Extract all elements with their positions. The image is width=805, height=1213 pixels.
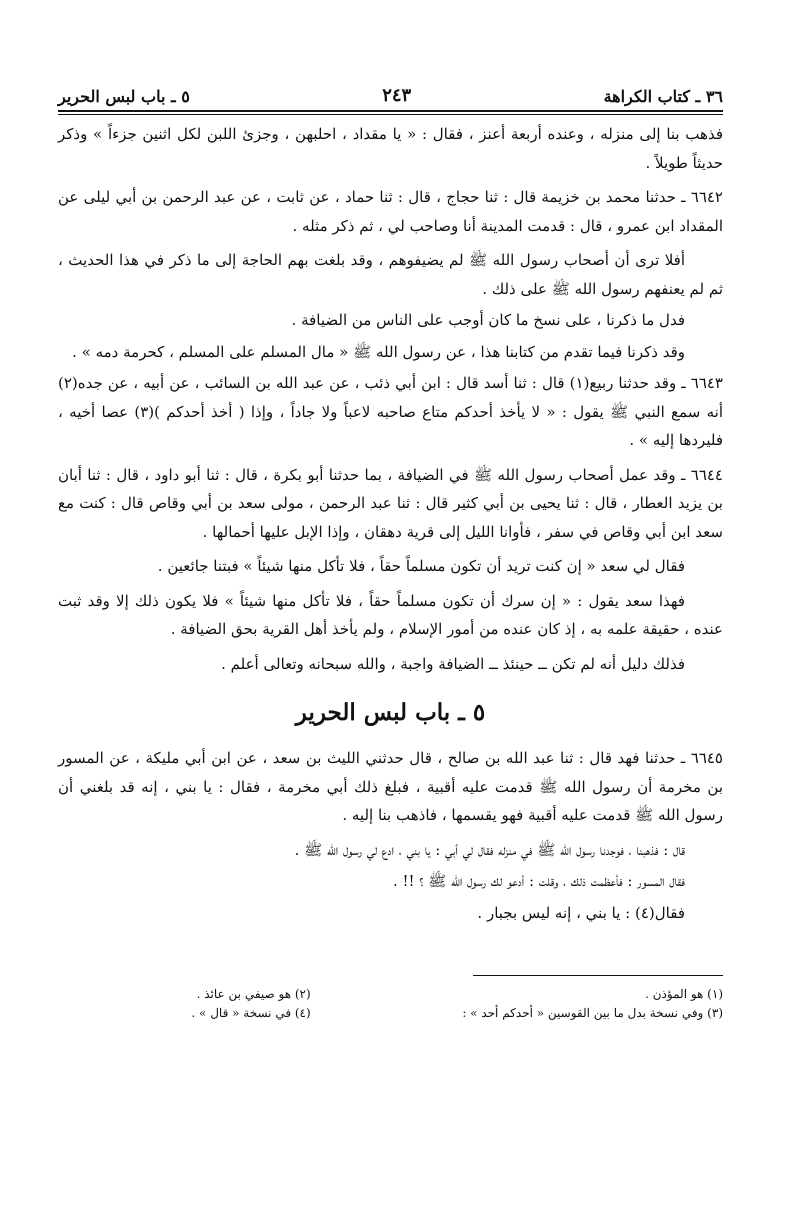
footnote-3: (٣) وفي نسخة بدل ما بين القوسين « أحدكم أحد » : [462, 1006, 723, 1020]
paragraph: فقال لي سعد « إن كنت تريد أن تكون مسلماً حقاً ، فلا تأكل منها شيئاً » فبتنا جائعين . [157, 557, 685, 575]
header-rule [58, 110, 723, 115]
hadith-6643: ٦٦٤٣ ـ وقد حدثنا ربيع(١) قال : ثنا أسد قال : ابن أبي ذئب ، عن عبد الله بن السائب ، عن أبيه ، عن جده(٢) أنه سمع النبي ﷺ يقول : « لا يأخذ أحدكم متاع صاحبه لاعباً ولا جاداً ، وإذا ( أخذ أحدكم )(٣) عصا أخيه ، فليردها إليه » . [58, 374, 723, 449]
footnote-4: (٤) في نسخة « قال » . [191, 1006, 311, 1020]
paragraph: فذلك دليل أنه لم تكن ــ حينئذ ــ الضيافة واجبة ، والله سبحانه وتعالى أعلم . [221, 654, 685, 673]
page-number: ٢٤٣ [382, 85, 412, 106]
paragraph: فذهب بنا إلى منزله ، وعنده أربعة أعنز ، فقال : « يا مقداد ، احلبهن ، وجزئ اللبن لكل اثنين جزءاً » وذكر حديثاً طويلاً . [58, 125, 723, 172]
hadith-6644: ٦٦٤٤ ـ وقد عمل أصحاب رسول الله ﷺ في الضيافة ، بما حدثنا أبو بكرة ، قال : ثنا أبو داود ، قال : ثنا أبان بن يزيد العطار ، قال : ثنا يحيى بن أبي كثير قال : ثنا عبد الرحمن ، مولى سعد بن أبي وقاص قال : كنت مع سعد ابن أبي وقاص في سفر ، فأوانا الليل إلى قرية دهقان ، وإذا الإبل عليها أحمالها . [58, 465, 723, 541]
hadith-6642: ٦٦٤٢ ـ حدثنا محمد بن خزيمة قال : ثنا حجاج ، قال : ثنا حماد ، عن ثابت ، عن عبد الرحمن بن أبي ليلى عن المقداد ابن عمرو ، قال : قدمت المدينة أنا وصاحب لي ، ثم ذكر مثله . [58, 188, 723, 235]
paragraph: قال : فذهبنا ، فوجدنا رسول الله ﷺ في منزله فقال لي أبي : يا بني ، ادع لي رسول الله ﷺ . [294, 840, 685, 859]
paragraph: فهذا سعد يقول : « إن سرك أن تكون مسلماً حقاً ، فلا تأكل منها شيئاً » فلا يكون ذلك إلا وقد ثبت عنده ، حقيقة علمه به ، إذ كان عنده من أمور الإسلام ، ولم يأخذ أهل القرية بحق الضيافة . [58, 591, 723, 638]
footnote-rule [473, 975, 723, 976]
header-section: ٥ ـ باب لبس الحرير [58, 87, 190, 106]
footnote-2: (٢) هو صيفي بن عائذ . [196, 987, 311, 1001]
paragraph: فقال المسور : فأعظمت ذلك ، وقلت : أدعو لك رسول الله ﷺ ؟ !! . [392, 872, 685, 890]
section-title: ٥ ـ باب لبس الحرير [295, 699, 486, 726]
footnote-1: (١) هو المؤذن . [645, 987, 723, 1001]
header-chapter: ٣٦ ـ كتاب الكراهة [603, 87, 723, 106]
paragraph: أفلا ترى أن أصحاب رسول الله ﷺ لم يضيفوهم ، وقد بلغت بهم الحاجة إلى ما ذكر في هذا الحديث ، ثم لم يعنفهم رسول الله ﷺ على ذلك . [58, 251, 723, 298]
hadith-6645: ٦٦٤٥ ـ حدثنا فهد قال : ثنا عبد الله بن صالح ، قال حدثني الليث بن سعد ، عن ابن أبي مليكة ، عن المسور بن مخرمة أن رسول الله ﷺ قدمت عليه أقبية ، فبلغ ذلك أبي مخرمة ، فقال : يا بني ، إنه قد بلغني أن رسول الله ﷺ قدمت عليه أقبية فهو يقسمها ، فاذهب بنا إليه . [58, 749, 723, 824]
footnotes [58, 985, 723, 1023]
paragraph: فقال(٤) : يا بني ، إنه ليس بجبار . [477, 903, 685, 922]
running-header [58, 76, 723, 106]
main-text [58, 120, 723, 930]
paragraph: وقد ذكرنا فيما تقدم من كتابنا هذا ، عن رسول الله ﷺ « مال المسلم على المسلم ، كحرمة دمه » . [72, 342, 685, 361]
paragraph: فدل ما ذكرنا ، على نسخ ما كان أوجب على الناس من الضيافة . [291, 311, 685, 329]
